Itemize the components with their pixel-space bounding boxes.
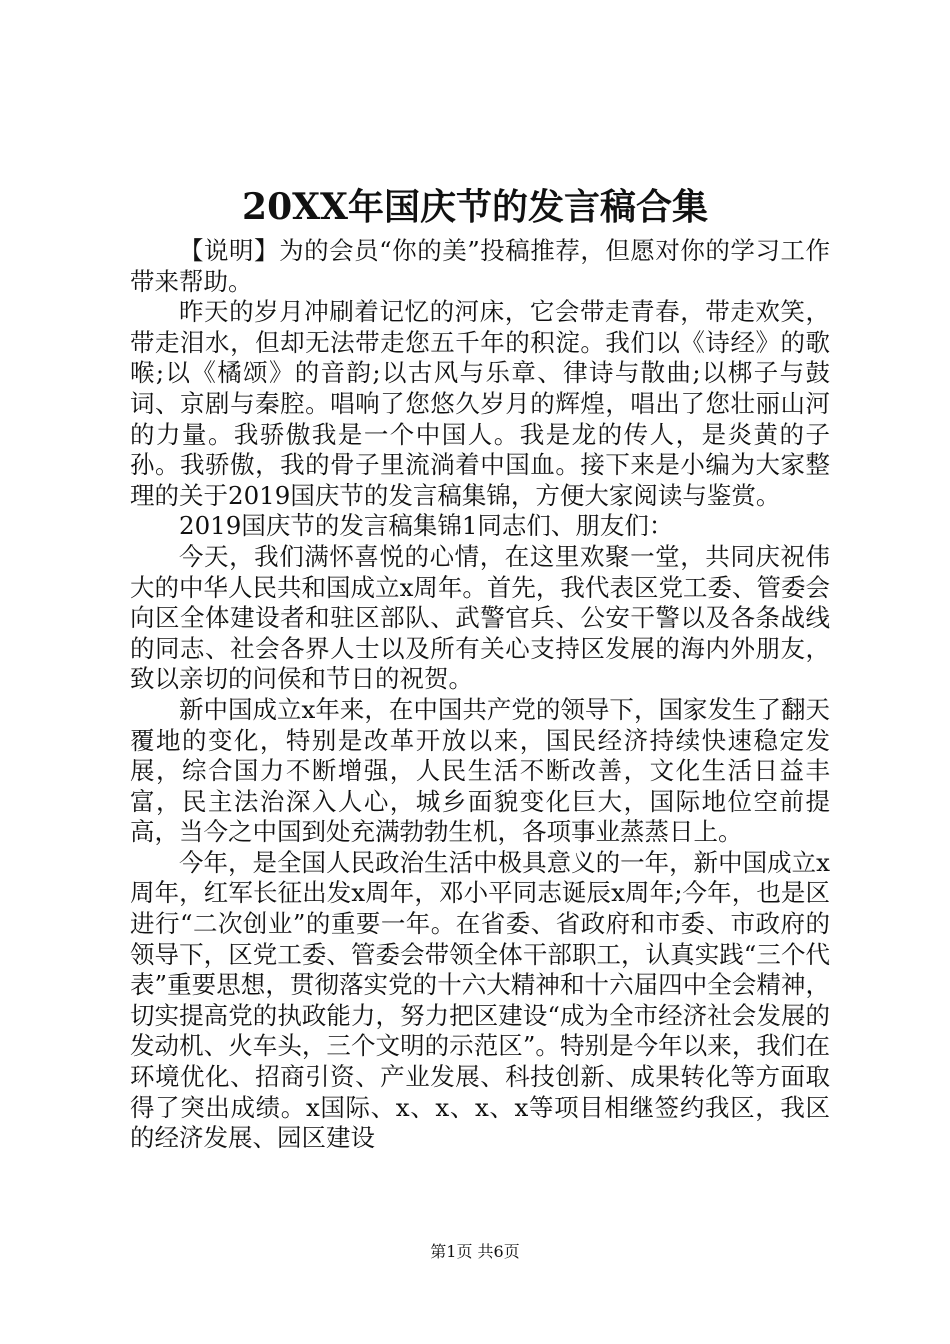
document-body <box>130 236 830 1154</box>
paragraph-history: 新中国成立x年来，在中国共产党的领导下，国家发生了翻天覆地的变化，特别是改革开放以来，国民经济持续快速稳定发展，综合国力不断增强，人民生活不断改善，文化生活日益丰富，民主法治深入人心，城乡面貌变化巨大，国际地位空前提高，当今之中国到处充满勃勃生机，各项事业蒸蒸日上。 <box>130 694 830 847</box>
paragraph-heading: 2019国庆节的发言稿集锦1同志们、朋友们： <box>179 511 674 541</box>
paragraph-greeting: 今天，我们满怀喜悦的心情，在这里欢聚一堂，共同庆祝伟大的中华人民共和国成立x周年。首先，我代表区党工委、管委会向区全体建设者和驻区部队、武警官兵、公安干警以及各条战线的同志、社会各界人士以及所有关心支持区发展的海内外朋友，致以亲切的问侯和节日的祝贺。 <box>130 541 830 694</box>
paragraph-this-year: 今年，是全国人民政治生活中极具意义的一年，新中国成立x周年，红军长征出发x周年，邓小平同志诞辰x周年;今年，也是区进行“二次创业”的重要一年。在省委、省政府和市委、市政府的领导下，区党工委、管委会带领全体干部职工，认真实践“三个代表”重要思想，贯彻落实党的十六大精神和十六届四中全会精神，切实提高党的执政能力，努力把区建设“成为全市经济社会发展的发动机、火车头，三个文明的示范区”。特别是今年以来，我们在环境优化、招商引资、产业发展、科技创新、成果转化等方面取得了突出成绩。x国际、x、x、x、x等项目相继签约我区，我区的经济发展、园区建设 <box>130 847 830 1153</box>
paragraph-intro: 昨天的岁月冲刷着记忆的河床，它会带走青春，带走欢笑，带走泪水，但却无法带走您五千年的积淀。我们以《诗经》的歌喉;以《橘颂》的音韵;以古风与乐章、律诗与散曲;以梆子与鼓词、京剧与秦腔。唱响了您悠久岁月的辉煌，唱出了您壮丽山河的力量。我骄傲我是一个中国人。我是龙的传人，是炎黄的子孙。我骄傲，我的骨子里流淌着中国血。接下来是小编为大家整理的关于2019国庆节的发言稿集锦，方便大家阅读与鉴赏。 <box>130 297 830 510</box>
document-title: 20XX年国庆节的发言稿合集 <box>242 186 708 228</box>
page-footer: 第1页 共6页 <box>430 1242 520 1261</box>
paragraph-note: 【说明】为的会员“你的美”投稿推荐，但愿对你的学习工作带来帮助。 <box>130 236 830 296</box>
